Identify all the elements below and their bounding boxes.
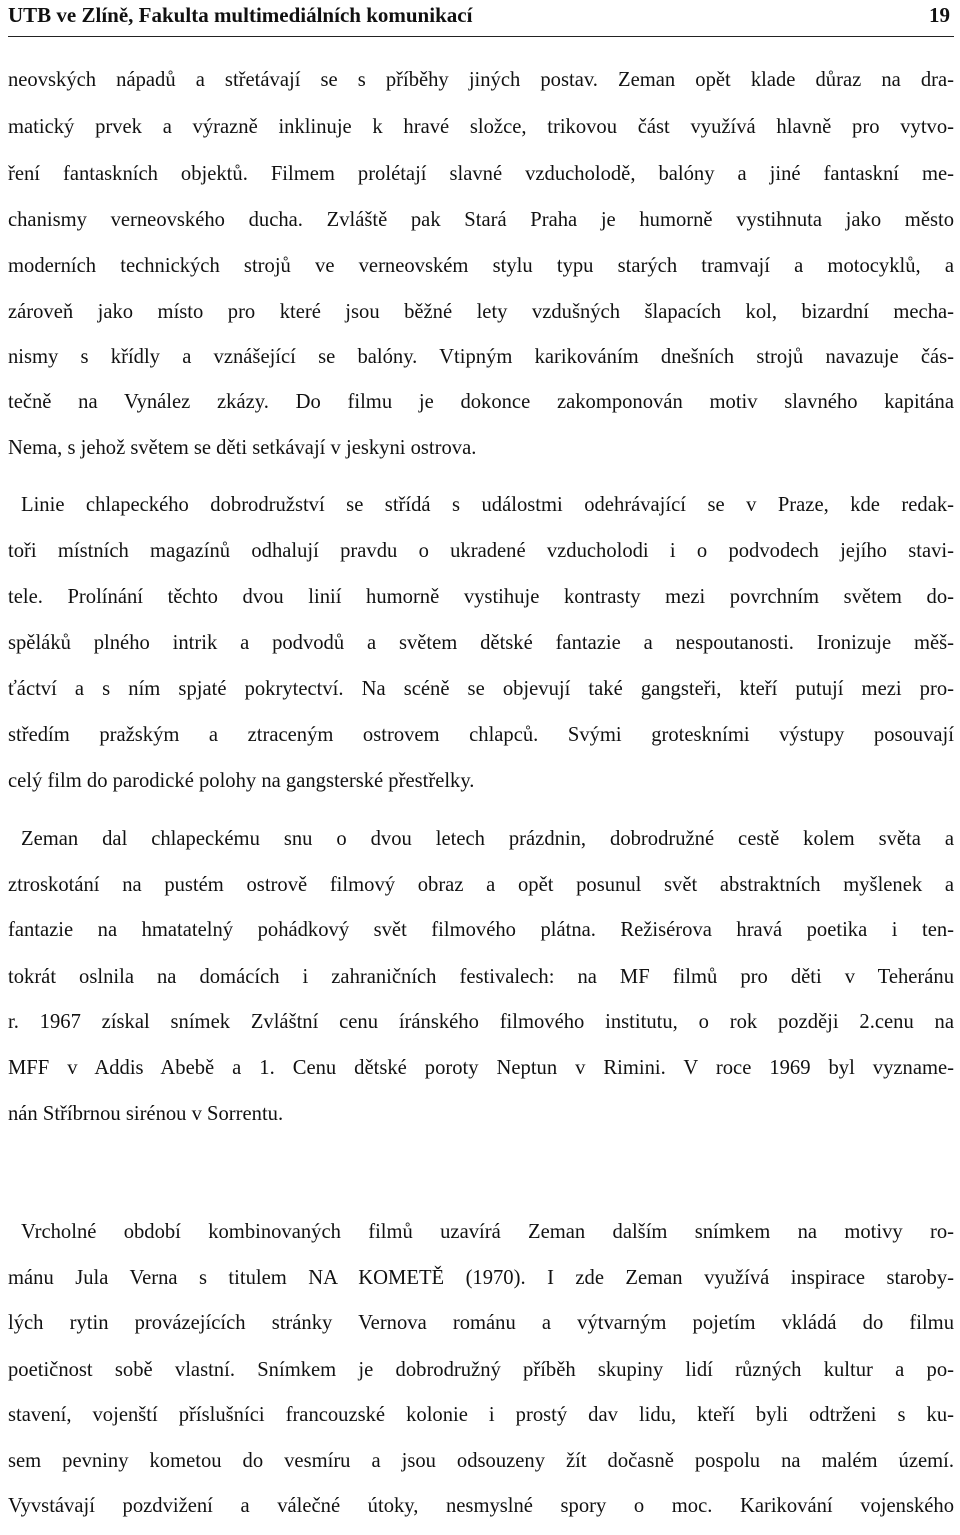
text-line: stavení, vojenští příslušníci francouzské kolonie i prostý dav lidu, kteří byli odtrženi s ku- [8,1404,954,1426]
page-number: 19 [929,3,950,27]
text-line: tele. Prolínání těchto dvou linií humorně vystihuje kontrasty mezi povrchním světem do- [8,586,954,608]
text-line: spěláků plného intrik a podvodů a světem dětské fantazie a nespoutanosti. Ironizuje měš- [8,632,954,654]
text-line: fantazie na hmatatelný pohádkový svět filmového plátna. Režisérova hravá poetika i ten- [8,919,954,941]
text-line: Vyvstávají pozdvižení a válečné útoky, nesmyslné spory o moc. Karikování vojenského [8,1495,954,1517]
text-line: sem pevniny kometou do vesmíru a jsou odsouzeny žít dočasně pospolu na malém území. [8,1450,954,1472]
text-line: nán Stříbrnou sirénou v Sorrentu. [8,1103,284,1125]
text-line: Vrcholné období kombinovaných filmů uzavírá Zeman dalším snímkem na motivy ro- [21,1221,954,1243]
text-line: ření fantaskních objektů. Filmem prolétají slavné vzducholodě, balóny a jiné fantaskní me- [8,163,954,185]
text-line: r. 1967 získal snímek Zvláštní cenu íránského filmového institutu, o rok později 2.cenu na [8,1011,954,1033]
text-line: chanismy verneovského ducha. Zvláště pak Stará Praha je humorně vystihnuta jako město [8,209,954,231]
text-line: neovských nápadů a střetávají se s příběhy jiných postav. Zeman opět klade důraz na dra- [8,69,954,91]
text-line: tečně na Vynález zkázy. Do filmu je dokonce zakomponován motiv slavného kapitána [8,391,954,413]
text-line: ťáctví a s ním spjaté pokrytectví. Na scéně se objevují také gangsteři, kteří putují mezi pro- [8,678,954,700]
text-line: MFF v Addis Abebě a 1. Cenu dětské poroty Neptun v Rimini. V roce 1969 byl vyzname- [8,1057,954,1079]
text-line: zároveň jako místo pro které jsou běžné lety vzdušných šlapacích kol, bizardní mecha- [8,301,954,323]
page-header [8,0,954,37]
text-line: toři místních magazínů odhalují pravdu o ukradené vzducholodi i o podvodech jejího stavi- [8,540,954,562]
header-title: UTB ve Zlíně, Fakulta multimediálních komunikací [8,3,473,27]
text-line: nismy s křídly a vznášející se balóny. Vtipným karikováním dnešních strojů navazuje čás- [8,346,954,368]
text-line: matický prvek a výrazně inklinuje k hravé složce, trikovou část využívá hlavně pro vytvo- [8,116,954,138]
text-line: Linie chlapeckého dobrodružství se střídá s událostmi odehrávající se v Praze, kde redak- [21,494,954,516]
text-line: celý film do parodické polohy na gangsterské přestřelky. [8,770,475,792]
text-line: tokrát oslnila na domácích i zahraničních festivalech: na MF filmů pro děti v Teheránu [8,966,954,988]
text-line: mánu Jula Verna s titulem NA KOMETĚ (1970). I zde Zeman využívá inspirace staroby- [8,1267,954,1289]
text-line: lých rytin provázejících stránky Vernova románu a výtvarným pojetím vkládá do filmu [8,1312,954,1334]
text-line: Zeman dal chlapeckému snu o dvou letech prázdnin, dobrodružné cestě kolem světa a [21,828,954,850]
text-line: středím pražským a ztraceným ostrovem chlapců. Svými groteskními výstupy posouvají [8,724,954,746]
text-line: poetičnost sobě vlastní. Snímkem je dobrodružný příběh skupiny lidí různých kultur a po- [8,1359,954,1381]
text-line: Nema, s jehož světem se děti setkávají v jeskyni ostrova. [8,437,477,459]
text-line: ztroskotání na pustém ostrově filmový obraz a opět posunul svět abstraktních myšlenek a [8,874,954,896]
text-line: moderních technických strojů ve verneovském stylu typu starých tramvají a motocyklů, a [8,255,954,277]
